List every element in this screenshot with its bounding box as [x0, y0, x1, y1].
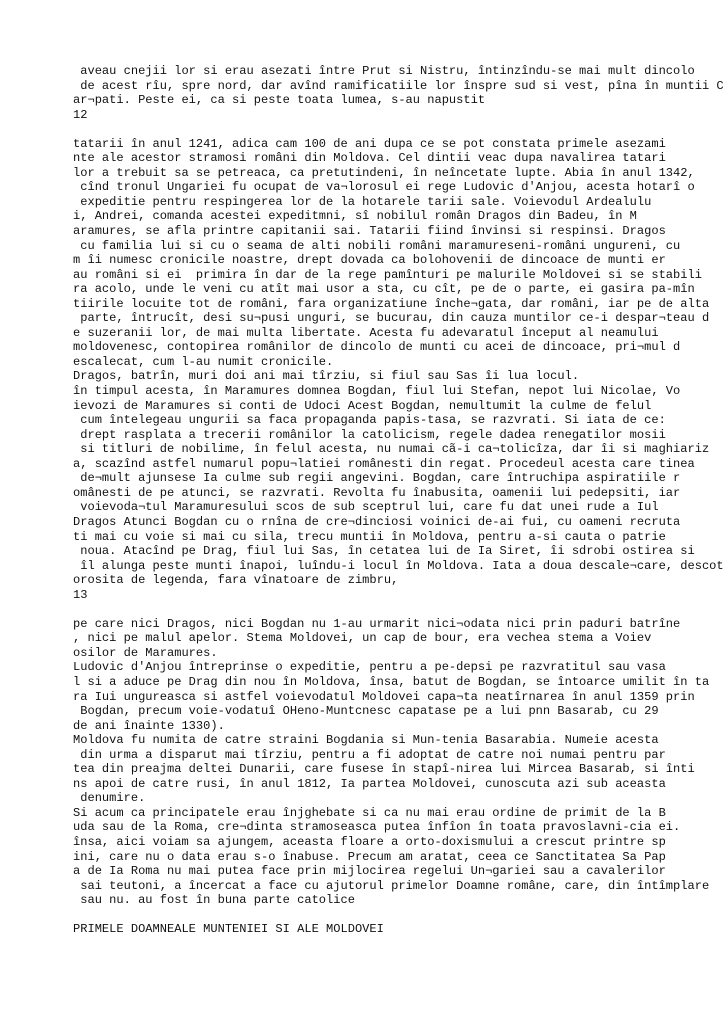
paragraph-gap: [73, 908, 728, 923]
text-line: Bogdan, precum voie-vodatuî OHeno-Muntcnesc capatase pe a lui pnn Basarab, cu 29: [73, 704, 659, 719]
text-line: nte ale acestor stramosi români din Moldova. Cel dintii veac dupa navalirea tatari: [73, 151, 666, 166]
text-line: tiirile locuite tot de români, fara organizatiune înche¬gata, dar români, iar pe de alta: [73, 296, 710, 311]
text-line: lor a trebuit sa se petreaca, ca pretutindeni, în neîncetate lupte. Abia în anul 1342,: [73, 165, 695, 180]
text-line: l si a aduce pe Drag din nou în Moldova, însa, batut de Bogdan, se întoarce umilit în ta: [73, 674, 710, 689]
text-line: moldovenesc, contopirea românilor de dincolo de munti cu acei de dincoace, pri¬mul d: [73, 340, 681, 355]
text-line: ini, care nu o data erau s-o înabuse. Precum am aratat, ceea ce Sanctitatea Sa Pap: [73, 849, 666, 864]
text-line: drept rasplata a trecerii românilor la catolicism, regele dadea renegatilor mosii: [73, 427, 666, 442]
text-line: ti mai cu voie si mai cu sila, trecu muntii în Moldova, pentru a-si cauta o patrie: [73, 529, 666, 544]
paragraph-gap: [73, 122, 728, 137]
text-line: de ani înainte 1330).: [73, 718, 225, 733]
text-line: i, Andrei, comanda acestei expeditmni, sî nobilul român Dragos din Badeu, în M: [73, 209, 637, 224]
text-line: ra Iui ungureasca si astfel voievodatul Moldovei capa¬ta neatîrnarea în anul 1359 prin: [73, 689, 695, 704]
text-line: Dragos, batrîn, muri doi ani mai tîrziu, si fiul sau Sas îi lua locul.: [73, 369, 580, 384]
document-text: [73, 64, 728, 937]
text-line: ns apoi de catre rusi, în anul 1812, Ia partea Moldovei, cunoscuta azi sub aceasta: [73, 776, 666, 791]
text-line: cum întelegeau ungurii sa faca propaganda papis-tasa, se razvrati. Si iata de ce:: [73, 413, 666, 428]
text-line: , nici pe malul apelor. Stema Moldovei, un cap de bour, era vechea stema a Voiev: [73, 631, 652, 646]
text-line: din urma a disparut mai tîrziu, pentru a fi adoptat de catre noi numai pentru par: [73, 747, 666, 762]
text-line: m îi numesc cronicile noastre, drept dovada ca bolohovenii de dincoace de munti er: [73, 253, 666, 268]
text-line: voievoda¬tul Maramuresului scos de sub sceptrul lui, care fu dat unei rude a Iul: [73, 500, 659, 515]
text-line: uda sau de la Roma, cre¬dinta stramoseasca putea înfîon în toata pravoslavni-cia ei.: [73, 820, 681, 835]
text-line: 12: [73, 107, 88, 122]
text-line: în timpul acesta, în Maramures domnea Bogdan, fiul lui Stefan, nepot lui Nicolae, Vo: [73, 384, 681, 399]
text-line: însa, aici voiam sa ajungem, aceasta floare a orto-doxismului a crescut printre sp: [73, 834, 666, 849]
text-line: Moldova fu numita de catre straini Bogdania si Mun-tenia Basarabia. Numeie acesta: [73, 733, 659, 748]
text-line: orosita de legenda, fara vînatoare de zimbru,: [73, 573, 399, 588]
text-line: a de Ia Roma nu mai putea face prin mijlocirea regelui Un¬gariei sau a cavalerilor: [73, 864, 666, 879]
text-line: expeditie pentru respingerea lor de la hotarele tarii sale. Voievodul Ardealulu: [73, 194, 652, 209]
text-line: aramures, se afla printre capitanii sai. Tatarii fiind învinsi si respinsi. Dragos: [73, 224, 666, 239]
text-line: noua. Atacînd pe Drag, fiul lui Sas, în cetatea lui de Ia Siret, îi sdrobi ostirea si: [73, 544, 695, 559]
text-line: omânesti de pe atunci, se razvrati. Revolta fu înabusita, oamenii lui pedepsiti, iar: [73, 485, 681, 500]
text-line: 13: [73, 587, 88, 602]
text-line: aveau cnejii lor si erau asezati între Prut si Nistru, întinzîndu-se mai mult dincolo: [73, 64, 695, 78]
text-line: îl alunga peste munti înapoi, luîndu-i locul în Moldova. Iata a doua descale¬care, descot: [73, 558, 724, 573]
text-line: PRIMELE DOAMNEALE MUNTENIEI SI ALE MOLDOVEI: [73, 922, 384, 937]
text-line: osilor de Maramures.: [73, 645, 218, 660]
text-line: Si acum ca principatele erau înjghebate si ca nu mai erau ordine de primit de la B: [73, 805, 666, 820]
text-line: tatarii în anul 1241, adica cam 100 de ani dupa ce se pot constata primele asezami: [73, 136, 666, 151]
text-line: e suzeranii lor, de mai multa libertate. Acesta fu adevaratul început al neamului: [73, 325, 659, 340]
text-line: parte, întrucît, desi su¬pusi unguri, se bucurau, din cauza muntilor ce-i despar¬teau d: [73, 311, 710, 326]
text-line: de¬mult ajunsese Ia culme sub regii angevini. Bogdan, care întruchipa aspiratiile r: [73, 471, 681, 486]
text-line: au români si ei primira în dar de la rege pamînturi pe malurile Moldovei si se stabili: [73, 267, 702, 282]
text-line: si titluri de nobilime, în felul acesta, nu numai cã-i ca¬tolicîza, dar îi si maghiariz: [73, 442, 710, 457]
text-line: denumire.: [73, 791, 146, 806]
text-line: ra acolo, unde le veni cu atît mai usor a sta, cu cît, pe de o parte, ei gasira pa-mîn: [73, 282, 695, 297]
text-line: de acest rîu, spre nord, dar avînd ramificatiile lor înspre sud si vest, pîna în muntii C: [73, 78, 724, 93]
text-line: cu familia lui si cu o seama de alti nobili români maramureseni-români ungureni, cu: [73, 238, 681, 253]
text-line: sai teutoni, a încercat a face cu ajutorul primelor Doamne române, care, din întîmplare: [73, 878, 710, 893]
text-line: cînd tronul Ungariei fu ocupat de va¬lorosul ei rege Ludovic d'Anjou, acesta hotarî o: [73, 180, 695, 195]
text-line: sau nu. au fost în buna parte catolice: [73, 893, 355, 908]
text-line: ievozi de Maramures si conti de Udoci Acest Bogdan, nemultumit la culme de felul: [73, 398, 652, 413]
text-line: a, scazînd astfel numarul popu¬latiei românesti din regat. Procedeul acesta care tinea: [73, 456, 695, 471]
text-line: tea din preajma deltei Dunarii, care fusese în stapî-nirea lui Mircea Basarab, si înti: [73, 762, 695, 777]
text-line: ar¬pati. Peste ei, ca si peste toata lumea, s-au napustit: [73, 93, 486, 108]
text-line: pe care nici Dragos, nici Bogdan nu 1-au urmarit nici¬odata nici prin paduri batrîne: [73, 616, 681, 631]
text-line: Ludovic d'Anjou întreprinse o expeditie, pentru a pe-depsi pe razvratitul sau vasa: [73, 660, 666, 675]
document-page: [73, 64, 728, 937]
paragraph-gap: [73, 602, 728, 617]
text-line: escalecat, cum l-au numit cronicile.: [73, 354, 334, 369]
text-line: Dragos Atunci Bogdan cu o rnîna de cre¬dinciosi voinici de-ai fui, cu oameni recruta: [73, 514, 681, 529]
